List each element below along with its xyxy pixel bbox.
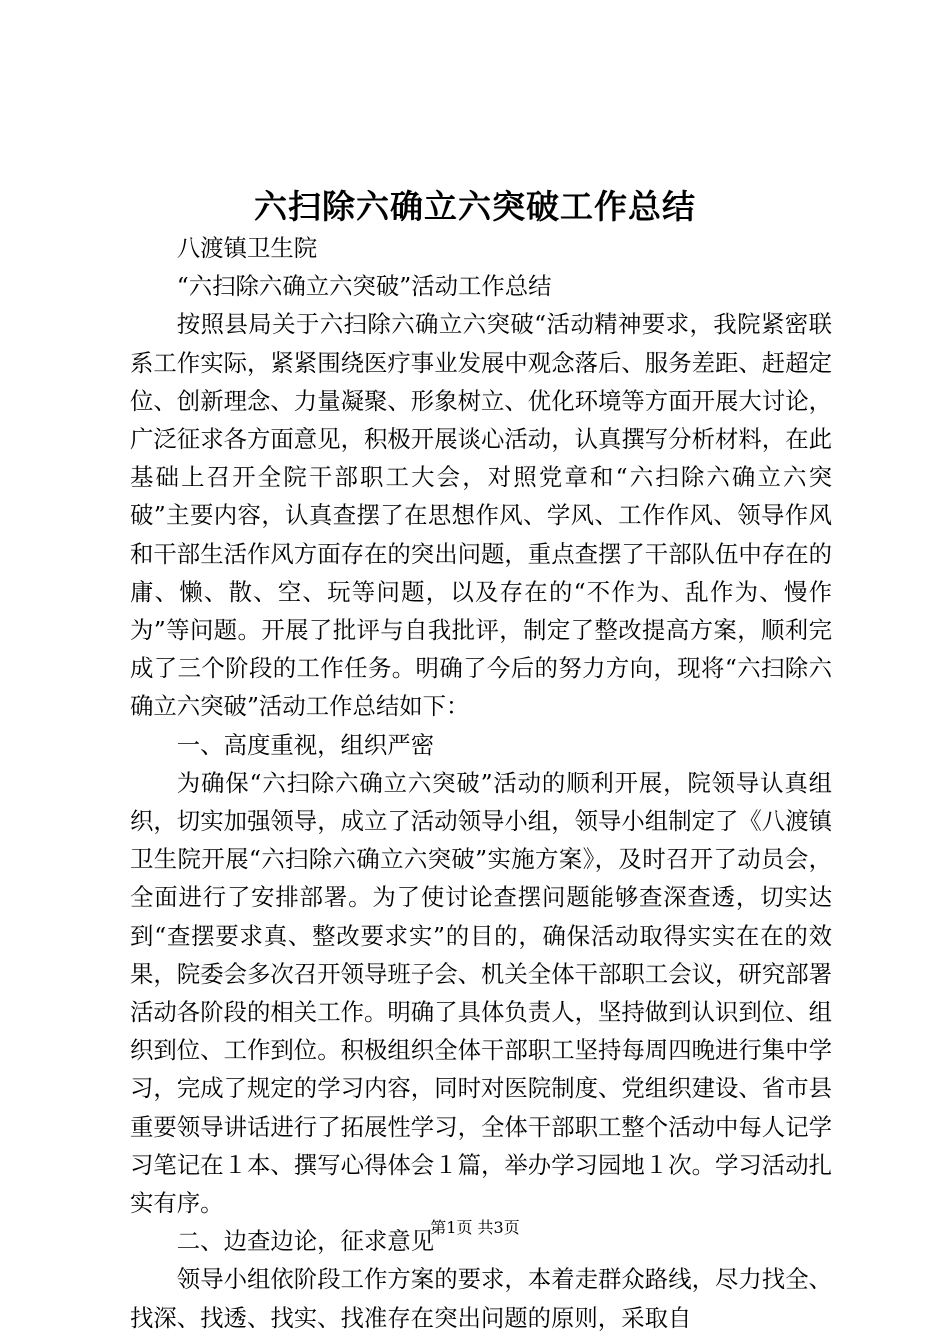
paragraph-intro: 按照县局关于六扫除六确立六突破“活动精神要求，我院紧密联系工作实际，紧紧围绕医疗事业发展中观念落后、服务差距、赶超定位、创新理念、力量凝聚、形象树立、优化环境等方面开展大讨论，广泛征求各方面意见，积极开展谈心活动，认真撰写分析材料，在此基础上召开全院干部职工大会，对照党章和“六扫除六确立六突破”主要内容，认真查摆了在思想作风、学风、工作作风、领导作风和干部生活作风方面存在的突出问题，重点查摆了干部队伍中存在的庸、懒、散、空、玩等问题，以及存在的“不作为、乱作为、慢作为”等问题。开展了批评与自我批评，制定了整改提高方案，顺利完成了三个阶段的工作任务。明确了今后的努力方向，现将“六扫除六确立六突破”活动工作总结如下： [130, 310, 832, 721]
document-title: 六扫除六确立六突破工作总结 [254, 187, 696, 226]
paragraph-section-2: 领导小组依阶段工作方案的要求，本着走群众路线，尽力找全、找深、找透、找实、找准存在突出问题的原则，采取自 [130, 1265, 832, 1332]
document-body [130, 229, 832, 1337]
paragraph-organization: 八渡镇卫生院 [176, 234, 318, 262]
section-heading-1: 一、高度重视，组织严密 [176, 730, 435, 759]
paragraph-section-1: 为确保“六扫除六确立六突破”活动的顺利开展，院领导认真组织，切实加强领导，成立了活动领导小组，领导小组制定了《八渡镇卫生院开展“六扫除六确立六突破”实施方案》，及时召开了动员会，全面进行了安排部署。为了使讨论查摆问题能够查深查透，切实达到“查摆要求真、整改要求实”的目的，确保活动取得实实在在的效果，院委会多次召开领导班子会、机关全体干部职工会议，研究部署活动各阶段的相关工作。明确了具体负责人，坚持做到认识到位、组织到位、工作到位。积极组织全体干部职工坚持每周四晚进行集中学习，完成了规定的学习内容，同时对医院制度、党组织建设、省市县重要领导讲话进行了拓展性学习，全体干部职工整个活动中每人记学习笔记在１本、撰写心得体会１篇，举办学习园地１次。学习活动扎实有序。 [130, 768, 832, 1218]
paragraph-subtitle: “六扫除六确立六突破”活动工作总结 [176, 272, 552, 301]
page-footer: 第1页 共3页 [430, 1218, 520, 1237]
section-heading-2: 二、边查边论，征求意见 [176, 1227, 435, 1256]
